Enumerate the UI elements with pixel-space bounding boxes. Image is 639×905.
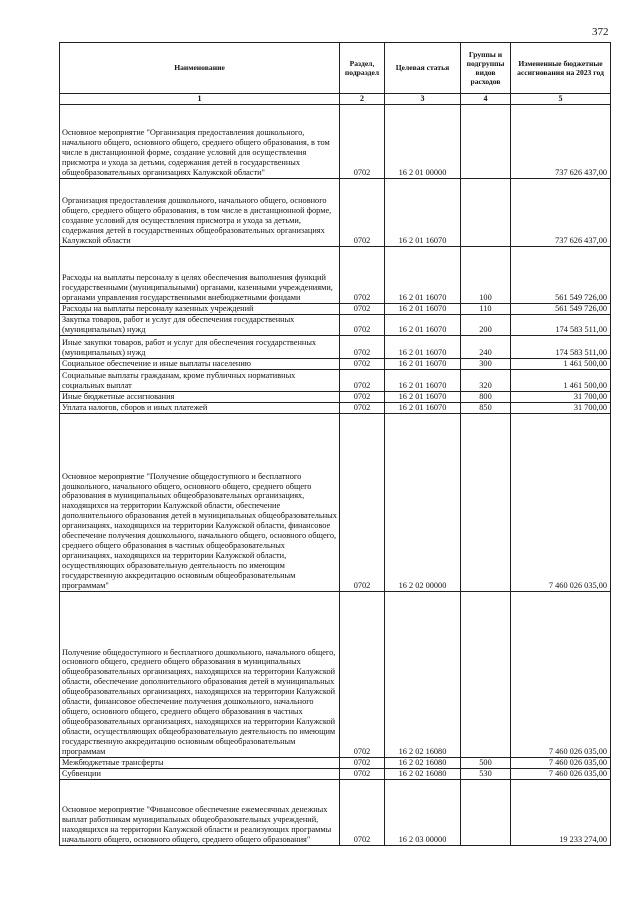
row-section: 0702 [340, 359, 385, 370]
table-row [60, 780, 611, 846]
table-row [60, 392, 611, 403]
table-row [60, 769, 611, 780]
row-group [461, 414, 511, 592]
row-name: Организация предоставления дошкольного, начального общего, основного общего, среднего общего образования, в том числе в дистанционной форме, создание условий для осуществления присмотра и ухода за детьми, содержания детей в государственных общеобразовательных организациях Калужской области [60, 179, 340, 247]
row-amount: 1 461 500,00 [511, 359, 611, 370]
header-amount: Измененные бюджетные ассигнования на 2023 год [511, 43, 611, 94]
row-group [461, 780, 511, 846]
row-section: 0702 [340, 370, 385, 392]
row-group: 850 [461, 403, 511, 414]
row-section: 0702 [340, 780, 385, 846]
row-amount: 1 461 500,00 [511, 370, 611, 392]
row-amount: 7 460 026 035,00 [511, 414, 611, 592]
col-number: 1 [60, 94, 340, 105]
budget-table [59, 42, 611, 846]
row-target: 16 2 01 16070 [385, 247, 461, 304]
table-row [60, 105, 611, 179]
table-row [60, 370, 611, 392]
table-row [60, 179, 611, 247]
row-target: 16 2 02 00000 [385, 414, 461, 592]
row-name: Субвенции [60, 769, 340, 780]
row-target: 16 2 02 16080 [385, 769, 461, 780]
row-name: Основное мероприятие "Финансовое обеспечение ежемесячных денежных выплат работникам муниципальных общеобразовательных учреждений, находящихся на территории Калужской области и реализующих программы начального общего, основного общего, среднего общего образования" [60, 780, 340, 846]
row-amount: 7 460 026 035,00 [511, 592, 611, 758]
row-section: 0702 [340, 403, 385, 414]
table-row [60, 414, 611, 592]
row-group: 320 [461, 370, 511, 392]
table-row [60, 592, 611, 758]
row-amount: 174 583 511,00 [511, 315, 611, 336]
row-amount: 31 700,00 [511, 403, 611, 414]
table-row [60, 247, 611, 304]
header-section: Раздел, подраздел [340, 43, 385, 94]
row-section: 0702 [340, 247, 385, 304]
row-amount: 737 626 437,00 [511, 105, 611, 179]
row-target: 16 2 01 16070 [385, 304, 461, 315]
header-row [60, 43, 611, 94]
row-group: 240 [461, 336, 511, 359]
row-target: 16 2 01 00000 [385, 105, 461, 179]
col-number: 3 [385, 94, 461, 105]
table-row [60, 758, 611, 769]
row-section: 0702 [340, 304, 385, 315]
row-target: 16 2 01 16070 [385, 359, 461, 370]
row-group: 530 [461, 769, 511, 780]
row-group: 500 [461, 758, 511, 769]
table-row [60, 304, 611, 315]
row-section: 0702 [340, 769, 385, 780]
row-target: 16 2 01 16070 [385, 403, 461, 414]
row-section: 0702 [340, 315, 385, 336]
row-amount: 174 583 511,00 [511, 336, 611, 359]
row-amount: 561 549 726,00 [511, 304, 611, 315]
row-amount: 737 626 437,00 [511, 179, 611, 247]
row-name: Закупка товаров, работ и услуг для обеспечения государственных (муниципальных) нужд [60, 315, 340, 336]
header-name: Наименование [60, 43, 340, 94]
row-name: Социальные выплаты гражданам, кроме публичных нормативных социальных выплат [60, 370, 340, 392]
row-name: Межбюджетные трансферты [60, 758, 340, 769]
row-target: 16 2 02 16080 [385, 758, 461, 769]
row-target: 16 2 01 16070 [385, 370, 461, 392]
row-target: 16 2 03 00000 [385, 780, 461, 846]
table-row [60, 315, 611, 336]
row-name: Основное мероприятие "Организация предоставления дошкольного, начального общего, основного общего, среднего общего образования, в том числе в дистанционной форме, создание условий для осуществления присмотра и ухода за детьми, содержания детей в государственных общеобразовательных организациях Калужской области" [60, 105, 340, 179]
row-target: 16 2 01 16070 [385, 392, 461, 403]
row-name: Получение общедоступного и бесплатного дошкольного, начального общего, основного общего, среднего общего образования в муниципальных общеобразовательных организациях, находящихся на территории Калужской области, обеспечение дополнительного образования детей в муниципальных общеобразовательных организациях, находящихся на территории Калужской области, финансовое обеспечение получения дошкольного, начального общего, основного общего, среднего общего образования в частных общеобразовательных организациях, находящихся на территории Калужской области, осуществляющих общеобразовательную деятельность по имеющим государственную аккредитацию основным общеобразовательным программам [60, 592, 340, 758]
table-row [60, 359, 611, 370]
col-number: 5 [511, 94, 611, 105]
row-section: 0702 [340, 414, 385, 592]
row-name: Основное мероприятие "Получение общедоступного и бесплатного дошкольного, начального общего, основного общего, среднего общего образования в муниципальных общеобразовательных организациях, находящихся на территории Калужской области, обеспечение дополнительного образования детей в муниципальных общеобразовательных организациях, находящихся на территории Калужской области, финансовое обеспечение получения дошкольного, начального общего, основного общего, среднего общего образования в частных общеобразовательных организациях, находящихся на территории Калужской области, осуществляющих образовательную деятельность по имеющим государственную аккредитацию основным общеобразовательным программам" [60, 414, 340, 592]
page-number: 372 [592, 26, 609, 38]
row-group [461, 592, 511, 758]
row-section: 0702 [340, 592, 385, 758]
row-name: Иные бюджетные ассигнования [60, 392, 340, 403]
row-target: 16 2 02 16080 [385, 592, 461, 758]
row-group [461, 179, 511, 247]
row-amount: 7 460 026 035,00 [511, 769, 611, 780]
row-section: 0702 [340, 179, 385, 247]
row-section: 0702 [340, 392, 385, 403]
row-amount: 19 233 274,00 [511, 780, 611, 846]
header-groups: Группы и подгруппы видов расходов [461, 43, 511, 94]
row-name: Социальное обеспечение и иные выплаты населению [60, 359, 340, 370]
col-number: 4 [461, 94, 511, 105]
row-group [461, 105, 511, 179]
row-target: 16 2 01 16070 [385, 315, 461, 336]
table-row [60, 403, 611, 414]
row-group: 800 [461, 392, 511, 403]
row-section: 0702 [340, 336, 385, 359]
col-number: 2 [340, 94, 385, 105]
row-name: Иные закупки товаров, работ и услуг для обеспечения государственных (муниципальных) нужд [60, 336, 340, 359]
row-name: Уплата налогов, сборов и иных платежей [60, 403, 340, 414]
row-name: Расходы на выплаты персоналу казенных учреждений [60, 304, 340, 315]
row-group: 300 [461, 359, 511, 370]
column-number-row [60, 94, 611, 105]
row-target: 16 2 01 16070 [385, 179, 461, 247]
header-target: Целевая статья [385, 43, 461, 94]
row-group: 100 [461, 247, 511, 304]
row-target: 16 2 01 16070 [385, 336, 461, 359]
table-row [60, 336, 611, 359]
row-amount: 7 460 026 035,00 [511, 758, 611, 769]
row-amount: 561 549 726,00 [511, 247, 611, 304]
row-group: 200 [461, 315, 511, 336]
row-section: 0702 [340, 758, 385, 769]
row-section: 0702 [340, 105, 385, 179]
row-name: Расходы на выплаты персоналу в целях обеспечения выполнения функций государственными (муниципальными) органами, казенными учреждениями, органами управления государственными внебюджетными фондами [60, 247, 340, 304]
row-amount: 31 700,00 [511, 392, 611, 403]
row-group: 110 [461, 304, 511, 315]
